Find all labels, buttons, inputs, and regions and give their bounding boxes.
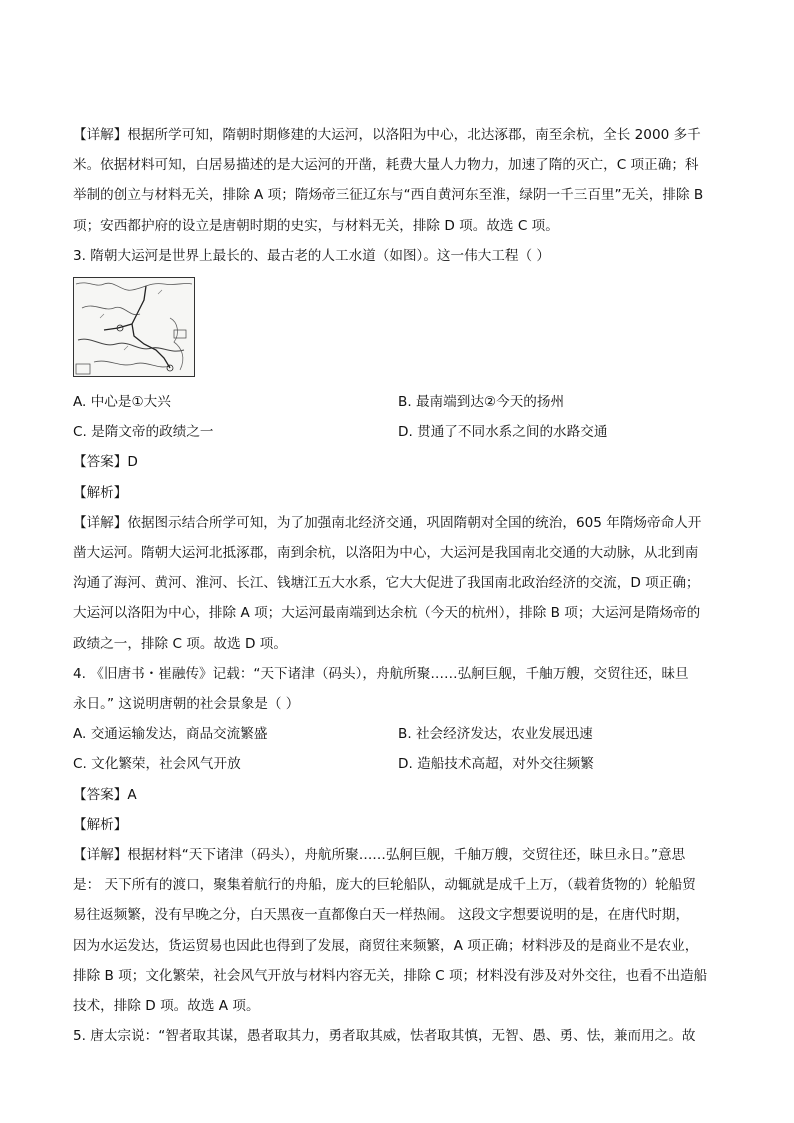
q3-detail-line: 凿大运河。隋朝大运河北抵涿郡，南到余杭，以洛阳为中心，大运河是我国南北交通的大动脉，从北到南 <box>73 545 699 562</box>
q4-detail-line: 技术，排除 D 项。故选 A 项。 <box>73 998 260 1015</box>
q3-detail-line: 【详解】依据图示结合所学可知，为了加强南北经济交通，巩固隋朝对全国的统治，605 年隋炀帝命人开 <box>73 514 702 531</box>
q3-option-c[interactable]: C. 是隋文帝的政绩之一 <box>73 424 214 441</box>
q3-detail-line: 大运河以洛阳为中心，排除 A 项；大运河最南端到达余杭（今天的杭州），排除 B 项；大运河是隋炀帝的 <box>73 605 701 622</box>
q4-option-b[interactable]: B. 社会经济发达，农业发展迅速 <box>398 726 593 743</box>
question-4-options-row-2 <box>73 749 723 779</box>
explanation-line: 米。依据材料可知，白居易描述的是大运河的开凿，耗费大量人力物力，加速了隋的灭亡，C 项正确；科 <box>73 157 699 174</box>
map-drawing <box>74 278 194 376</box>
q4-answer: 【答案】A <box>73 786 137 803</box>
question-3-stem: 3. 隋朝大运河是世界上最长的、最古老的人工水道（如图）。这一伟大工程（ ） <box>73 247 550 264</box>
question-5-stem-line: 5. 唐太宗说：“智者取其谋，愚者取其力，勇者取其威，怯者取其慎，无智、愚、勇、怯，兼而用之。故 <box>73 1028 696 1045</box>
q4-option-c[interactable]: C. 文化繁荣，社会风气开放 <box>73 756 241 773</box>
q4-analysis-heading: 【解析】 <box>73 816 128 833</box>
q4-option-a[interactable]: A. 交通运输发达，商品交流繁盛 <box>73 726 268 743</box>
explanation-line: 【详解】根据所学可知，隋朝时期修建的大运河，以洛阳为中心，北达涿郡，南至余杭，全长 2000 多千 <box>73 127 701 143</box>
q4-option-d[interactable]: D. 造船技术高超，对外交往频繁 <box>398 756 594 773</box>
question-4-stem-line: 永日。” 这说明唐朝的社会景象是（ ） <box>73 696 300 713</box>
q3-answer: 【答案】D <box>73 454 138 471</box>
question-3-options-row-1 <box>73 387 723 417</box>
q4-detail-line: 因为水运发达，货运贸易也因此也得到了发展，商贸往来频繁，A 项正确；材料涉及的是商业不是农业， <box>73 937 699 954</box>
q4-detail-line: 排除 B 项；文化繁荣，社会风气开放与材料内容无关，排除 C 项；材料没有涉及对外交往，也看不出造船 <box>73 967 708 984</box>
q3-detail-line: 沟通了海河、黄河、淮河、长江、钱塘江五大水系，它大大促进了我国南北政治经济的交流，D 项正确； <box>73 575 700 592</box>
question-4-options-row-1 <box>73 719 723 749</box>
question-3-options-row-2 <box>73 417 723 447</box>
q3-detail-line: 政绩之一，排除 C 项。故选 D 项。 <box>73 635 287 652</box>
q3-analysis-heading: 【解析】 <box>73 484 128 501</box>
q3-option-b[interactable]: B. 最南端到达②今天的扬州 <box>398 394 565 411</box>
question-4-stem-line: 4. 《旧唐书・崔融传》记载：“天下诸津（码头），舟航所聚……弘舸巨舰，千舳万艘，交贸往还，昧旦 <box>73 665 689 682</box>
q3-option-a[interactable]: A. 中心是①大兴 <box>73 394 171 411</box>
grand-canal-map-image <box>73 277 195 377</box>
q3-option-d[interactable]: D. 贯通了不同水系之间的水路交通 <box>398 424 608 441</box>
q4-detail-line: 是： 天下所有的渡口，聚集着航行的舟船，庞大的巨轮船队，动辄就是成千上万，（载着货物的）轮船贸 <box>73 877 696 894</box>
q4-detail-line: 【详解】根据材料“天下诸津（码头），舟航所聚……弘舸巨舰，千舳万艘，交贸往还，昧旦永日。”意思 <box>73 847 686 864</box>
document-content <box>73 120 723 1051</box>
q4-detail-line: 易往返频繁，没有早晚之分，白天黑夜一直都像白天一样热闹。 这段文字想要说明的是，在唐代时期， <box>73 907 690 924</box>
explanation-line: 举制的创立与材料无关，排除 A 项；隋炀帝三征辽东与“西自黄河东至淮，绿阴一千三百里”无关，排除 B <box>73 187 704 204</box>
explanation-line: 项；安西都护府的设立是唐朝时期的史实，与材料无关，排除 D 项。故选 C 项。 <box>73 217 559 234</box>
